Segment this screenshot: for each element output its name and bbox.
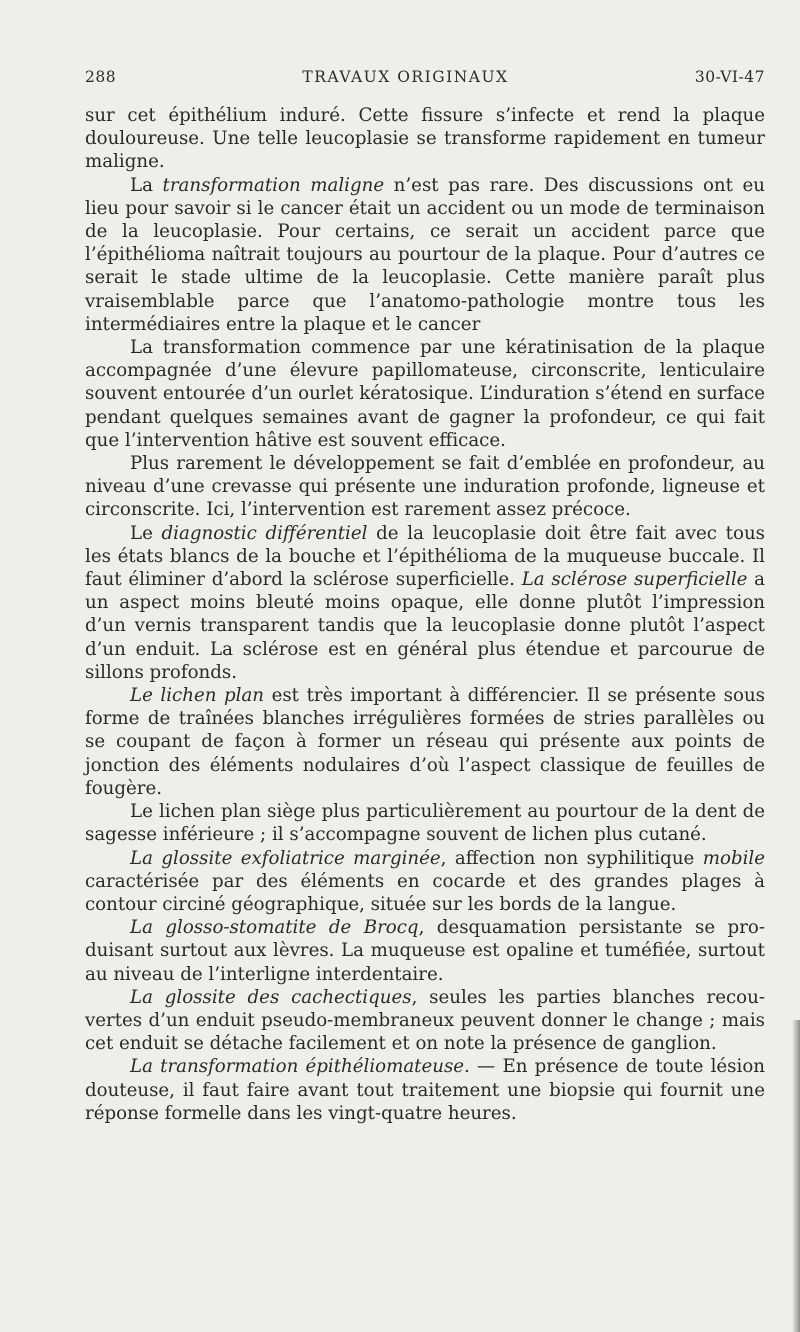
- paragraph: [85, 684, 765, 800]
- paragraph: [85, 1055, 765, 1125]
- text-run: de la leucoplasie doit être fait avec tous les états blancs de la bouche et l’épithélioma de la muqueuse buccale. Il faut éliminer d’abord la sclérose superficielle.: [85, 522, 765, 591]
- page-number: 288: [85, 68, 117, 86]
- text-run: , seules les parties blanches recouvertes d’un enduit pseudo-membraneux peuvent donner le change ; mais cet enduit se détache facilement et on note la présence de ganglion.: [85, 986, 765, 1055]
- text-run: — En présence de toute lésion douteuse, il faut faire avant tout traitement une biopsie qui fournit une réponse formelle dans les vingt-quatre heures.: [85, 1056, 765, 1124]
- italic-run: La glossite des cachectiques: [130, 986, 412, 1008]
- text-run: Le lichen plan siège plus particulièrement au pourtour de la dent de sagesse inférieure ; il s’accompagne souvent de lichen plus cutané.: [85, 801, 765, 846]
- italic-run: La sclérose superficielle: [521, 569, 748, 591]
- text-run: , affection non syphilitique: [440, 847, 703, 869]
- paragraph: [85, 104, 765, 174]
- italic-run: La transformation épithéliomateuse.: [130, 1056, 470, 1078]
- italic-run: Le lichen plan: [130, 685, 265, 707]
- book-page: [85, 68, 765, 1125]
- italic-run: La glosso-stomatite de Brocq: [130, 917, 419, 939]
- text-run: La: [130, 174, 163, 196]
- paragraph: [85, 336, 765, 452]
- paragraph: [85, 452, 765, 522]
- text-run: n’est pas rare. Des discussions ont eu lieu pour savoir si le cancer était un accident ou un mode de terminaison de la leucoplasie. Pour certains, ce serait un accident parce que l’épithélioma naîtrait toujours au pourtour de la plaque. Pour d’autres ce serait le stade ultime de la leucoplasie. Cette manière paraît plus vraisemblable parce que l’anatomo-pathologie montre tous les intermédiaires entre la plaque et le cancer: [85, 174, 765, 335]
- paragraph: [85, 916, 765, 986]
- text-run: Plus rarement le développement se fait d’emblée en profondeur, au niveau d’une crevasse qui présente une induration profonde, ligneuse et circonscrite. Ici, l’intervention est rarement assez précoce.: [85, 453, 765, 521]
- paragraph: [85, 800, 765, 846]
- text-run: a un aspect moins bleuté moins opaque, elle donne plutôt l’impression d’un vernis transparent tandis que la leucoplasie donne plutôt l’aspect d’un enduit. La sclérose est en général plus étendue et parcourue de sillons profonds.: [85, 569, 766, 683]
- italic-run: diagnostic différentiel: [161, 522, 368, 544]
- text-run: sur cet épithélium induré. Cette fissure s’infecte et rend la plaque douloureuse. Une telle leucoplasie se transforme rapidement en tumeur maligne.: [85, 105, 765, 173]
- text-run: La transformation commence par une kératinisation de la plaque accompagnée d’une élevure papillomateuse, circonscrite, lenticulaire souvent entourée d’un ourlet kératosique. L’induration s’étend en surface pendant quelques semaines avant de gagner la profondeur, ce qui fait que l’intervention hâtive est souvent efficace.: [85, 337, 765, 451]
- paragraph: [85, 847, 765, 917]
- issue-date: 30-VI-47: [694, 68, 765, 86]
- text-run: Le: [130, 522, 162, 544]
- page-edge-shadow: [792, 1020, 800, 1332]
- text-run: , desquamation persistante se produisant surtout aux lèvres. La muqueuse est opaline et tuméfiée, surtout au niveau de l’interligne interdentaire.: [85, 917, 765, 985]
- body-text: [85, 104, 765, 1125]
- italic-run: transformation maligne: [162, 174, 385, 196]
- text-run: caractérisée par des éléments en cocarde et des grandes plages à contour circiné géographique, située sur les bords de la langue.: [85, 870, 765, 915]
- paragraph: [85, 986, 765, 1056]
- italic-run: La glossite exfoliatrice marginée: [130, 847, 441, 869]
- italic-run: mobile: [702, 847, 765, 869]
- text-run: est très important à différencier. Il se présente sous forme de traînées blanches irrégulières formées de stries parallèles ou se coupant de façon à former un réseau qui présente aux points de jonction des éléments nodulaires d’où l’aspect classique de feuilles de fougère.: [85, 685, 765, 799]
- paragraph: [85, 174, 765, 336]
- running-header: [85, 68, 765, 86]
- running-title: TRAVAUX ORIGINAUX: [302, 68, 509, 86]
- paragraph: [85, 522, 765, 684]
